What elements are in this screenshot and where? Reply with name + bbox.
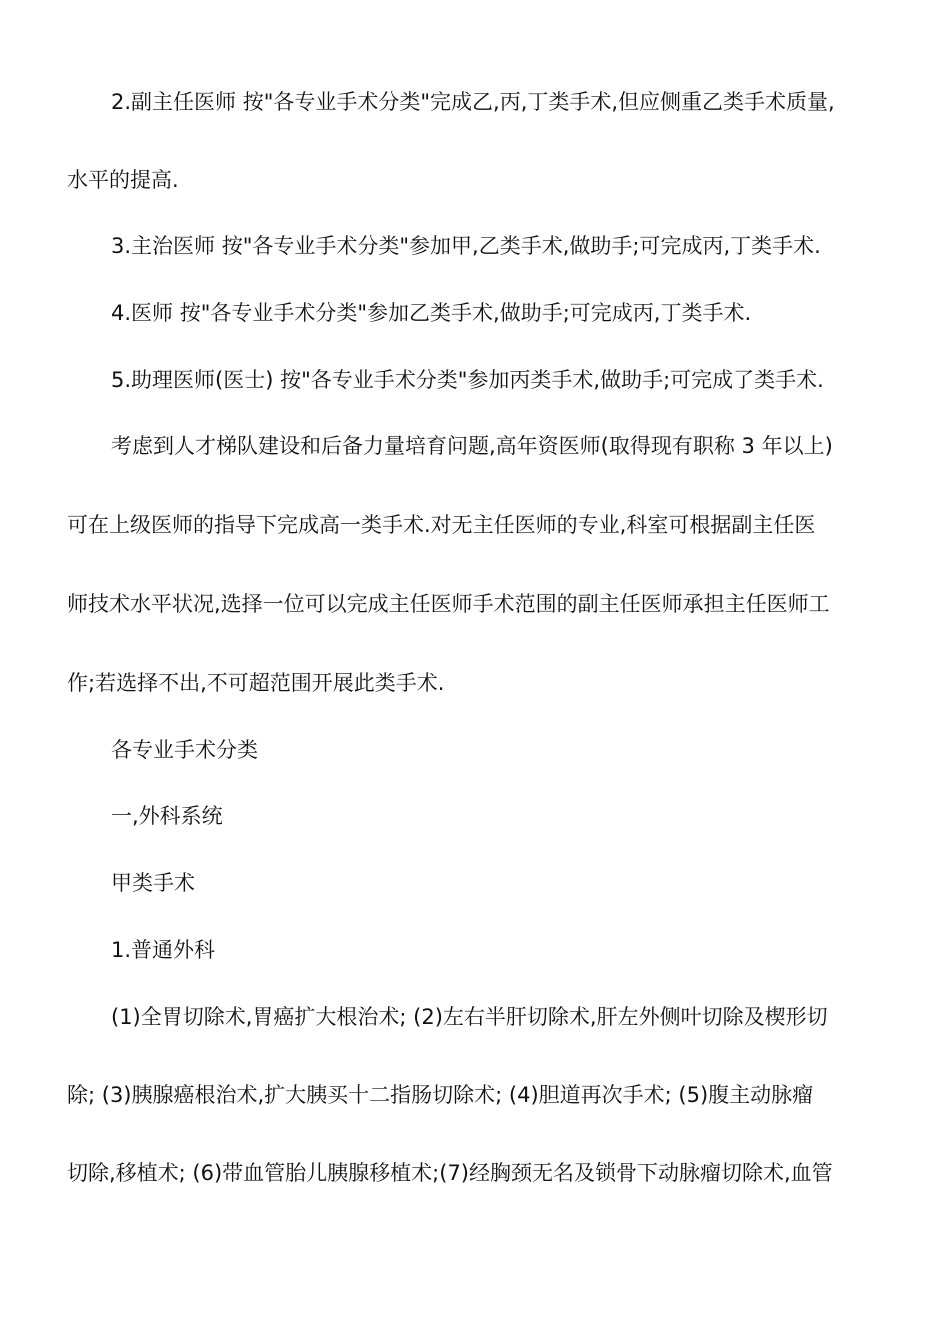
section-heading-surgery-classification: 各专业手术分类 — [111, 738, 258, 762]
text-line-deputy-chief-continuation: 水平的提高. — [67, 168, 179, 192]
section-heading-class-a-surgery: 甲类手术 — [111, 871, 195, 895]
section-heading-general-surgery: 1.普通外科 — [111, 938, 216, 962]
text-line-physician: 4.医师 按"各专业手术分类"参加乙类手术,做助手;可完成丙,丁类手术. — [111, 301, 752, 325]
text-line-general-surgery-list-2: 除; (3)胰腺癌根治术,扩大胰买十二指肠切除术; (4)胆道再次手术; (5)腹主动脉瘤 — [67, 1083, 814, 1107]
text-line-senior-note-continued-3: 作;若选择不出,不可超范围开展此类手术. — [67, 671, 445, 695]
text-line-attending-physician: 3.主治医师 按"各专业手术分类"参加甲,乙类手术,做助手;可完成丙,丁类手术. — [111, 234, 821, 258]
text-line-senior-note-continued-2: 师技术水平状况,选择一位可以完成主任医师手术范围的副主任医师承担主任医师工 — [67, 592, 830, 616]
section-heading-surgical-system: 一,外科系统 — [111, 804, 223, 828]
text-line-senior-note-continued-1: 可在上级医师的指导下完成高一类手术.对无主任医师的专业,科室可根据副主任医 — [67, 513, 816, 537]
text-line-general-surgery-list-1: (1)全胃切除术,胃癌扩大根治术; (2)左右半肝切除术,肝左外侧叶切除及楔形切 — [111, 1005, 828, 1029]
text-line-senior-physician-note: 考虑到人才梯队建设和后备力量培育问题,高年资医师(取得现有职称 3 年以上) — [111, 434, 833, 458]
text-line-assistant-physician: 5.助理医师(医士) 按"各专业手术分类"参加丙类手术,做助手;可完成了类手术. — [111, 368, 824, 392]
text-line-general-surgery-list-3: 切除,移植术; (6)带血管胎儿胰腺移植术;(7)经胸颈无名及锁骨下动脉瘤切除术,血管 — [67, 1161, 833, 1185]
text-line-deputy-chief-physician: 2.副主任医师 按"各专业手术分类"完成乙,丙,丁类手术,但应侧重乙类手术质量, — [111, 90, 835, 114]
